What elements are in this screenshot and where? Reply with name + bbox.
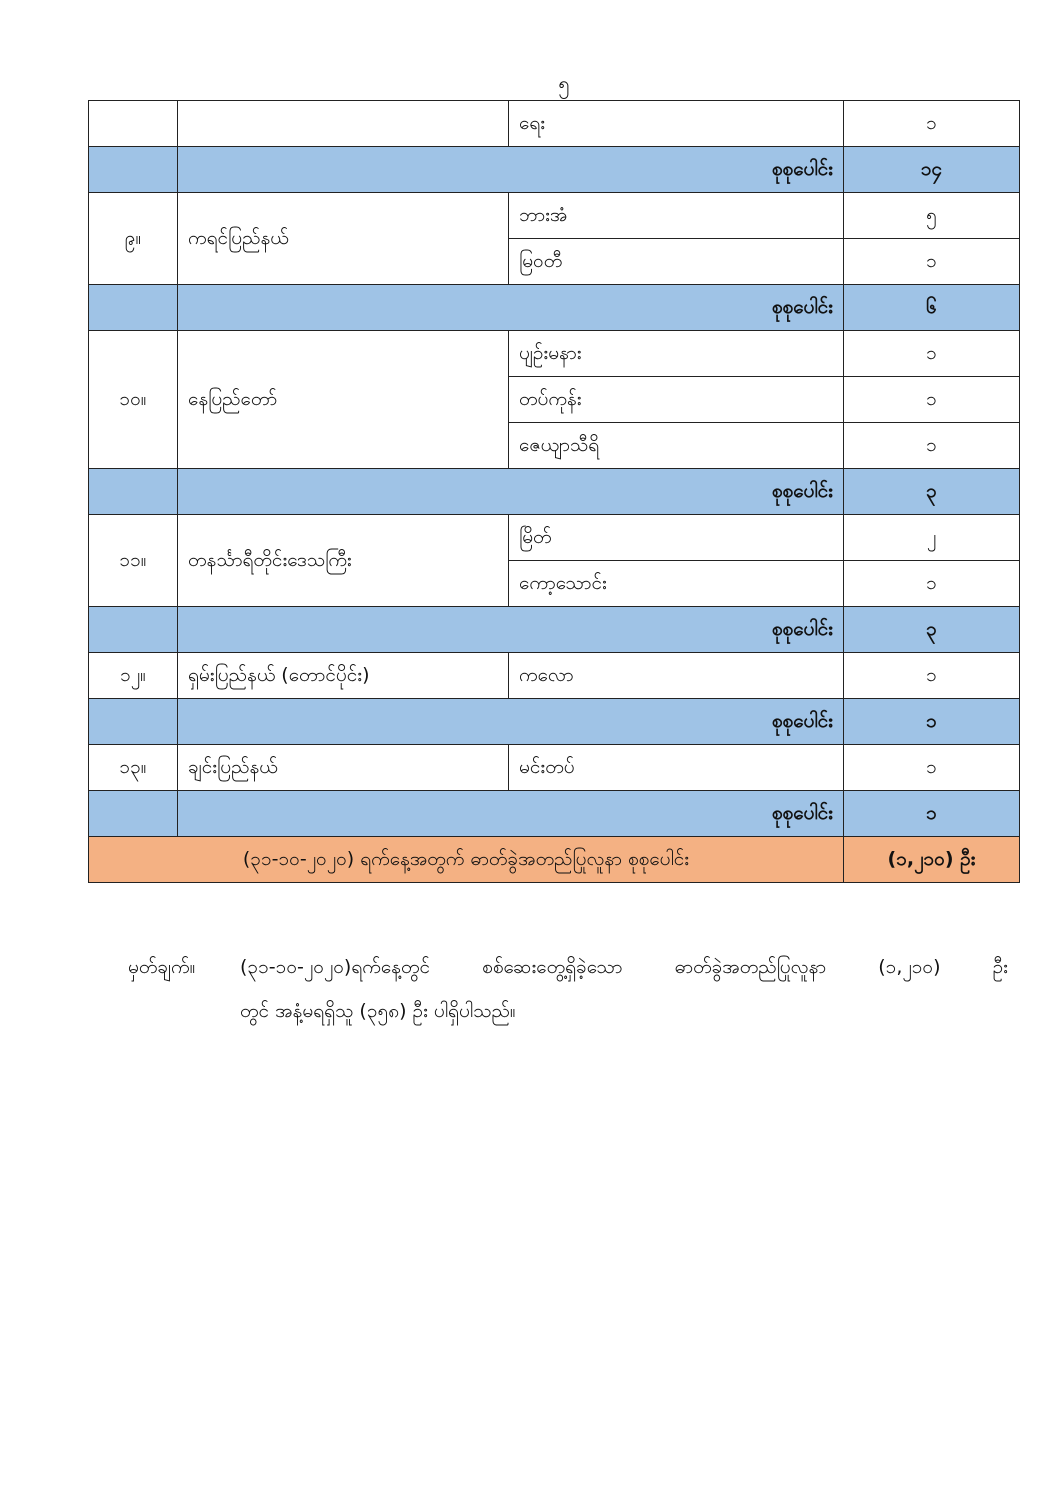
table-row	[89, 331, 1020, 377]
case-count: ၂	[844, 515, 1020, 561]
total-label: စုစုပေါင်း	[178, 469, 844, 515]
township-name: ကော့သောင်း	[509, 561, 844, 607]
region-name: တနင်္သာရီတိုင်းဒေသကြီး	[178, 515, 509, 607]
case-count: ၁	[844, 331, 1020, 377]
total-row-blank-cell	[89, 699, 178, 745]
region-name: ချင်းပြည်နယ်	[178, 745, 509, 791]
note-label: မှတ်ချက်။	[128, 956, 196, 978]
total-row	[89, 469, 1020, 515]
row-number: ၁၂။	[89, 653, 178, 699]
total-count: ၁၄	[844, 147, 1020, 193]
total-count: ၃	[844, 469, 1020, 515]
row-number: ၉။	[89, 193, 178, 285]
case-count: ၁	[844, 423, 1020, 469]
total-label: စုစုပေါင်း	[178, 791, 844, 837]
total-count: ၃	[844, 607, 1020, 653]
note-text-line2: တွင် အနံ့မရရှိသူ (၃၅၈) ဦး ပါရှိပါသည်။	[240, 1000, 516, 1022]
total-label: စုစုပေါင်း	[178, 607, 844, 653]
township-name: မြိတ်	[509, 515, 844, 561]
total-row	[89, 699, 1020, 745]
region-name	[178, 101, 509, 147]
table-row	[89, 101, 1020, 147]
page-number: ၅	[558, 71, 570, 95]
total-label: စုစုပေါင်း	[178, 285, 844, 331]
row-number: ၁၀။	[89, 331, 178, 469]
table-row	[89, 515, 1020, 561]
case-count: ၅	[844, 193, 1020, 239]
grand-total-count: (၁,၂၁၀) ဦး	[844, 837, 1020, 883]
table-row	[89, 653, 1020, 699]
region-name: ရှမ်းပြည်နယ် (တောင်ပိုင်း)	[178, 653, 509, 699]
region-name: နေပြည်တော်	[178, 331, 509, 469]
township-name: မင်းတပ်	[509, 745, 844, 791]
total-row	[89, 147, 1020, 193]
total-row-blank-cell	[89, 607, 178, 653]
township-name: ဇေယျာသီရိ	[509, 423, 844, 469]
case-count: ၁	[844, 653, 1020, 699]
township-name: မြဝတီ	[509, 239, 844, 285]
case-count: ၁	[844, 101, 1020, 147]
township-name: ဘားအံ	[509, 193, 844, 239]
total-label: စုစုပေါင်း	[178, 699, 844, 745]
row-number: ၁၃။	[89, 745, 178, 791]
total-count: ၁	[844, 699, 1020, 745]
case-table	[88, 100, 1020, 883]
region-name: ကရင်ပြည်နယ်	[178, 193, 509, 285]
row-number	[89, 101, 178, 147]
township-name: ပျဉ်းမနား	[509, 331, 844, 377]
total-row-blank-cell	[89, 791, 178, 837]
total-row	[89, 791, 1020, 837]
total-row	[89, 285, 1020, 331]
case-count: ၁	[844, 745, 1020, 791]
total-row	[89, 607, 1020, 653]
township-name: ရေး	[509, 101, 844, 147]
table-body	[89, 101, 1020, 883]
table-row	[89, 193, 1020, 239]
township-name: ကလော	[509, 653, 844, 699]
total-row-blank-cell	[89, 469, 178, 515]
note	[128, 945, 1008, 1033]
case-count: ၁	[844, 239, 1020, 285]
row-number: ၁၁။	[89, 515, 178, 607]
case-count: ၁	[844, 561, 1020, 607]
case-count: ၁	[844, 377, 1020, 423]
grand-total-row	[89, 837, 1020, 883]
total-row-blank-cell	[89, 285, 178, 331]
township-name: တပ်ကုန်း	[509, 377, 844, 423]
grand-total-label: (၃၁-၁၀-၂၀၂၀) ရက်နေ့အတွက် ဓာတ်ခွဲအတည်ပြုလူနာ စုစုပေါင်း	[89, 837, 844, 883]
total-count: ၆	[844, 285, 1020, 331]
total-row-blank-cell	[89, 147, 178, 193]
note-text-line1: (၃၁-၁၀-၂၀၂၀)ရက်နေ့တွင် စစ်ဆေးတွေ့ရှိခဲ့သော ဓာတ်ခွဲအတည်ပြုလူနာ (၁,၂၁၀) ဦး	[240, 956, 1008, 978]
table-row	[89, 745, 1020, 791]
total-count: ၁	[844, 791, 1020, 837]
total-label: စုစုပေါင်း	[178, 147, 844, 193]
